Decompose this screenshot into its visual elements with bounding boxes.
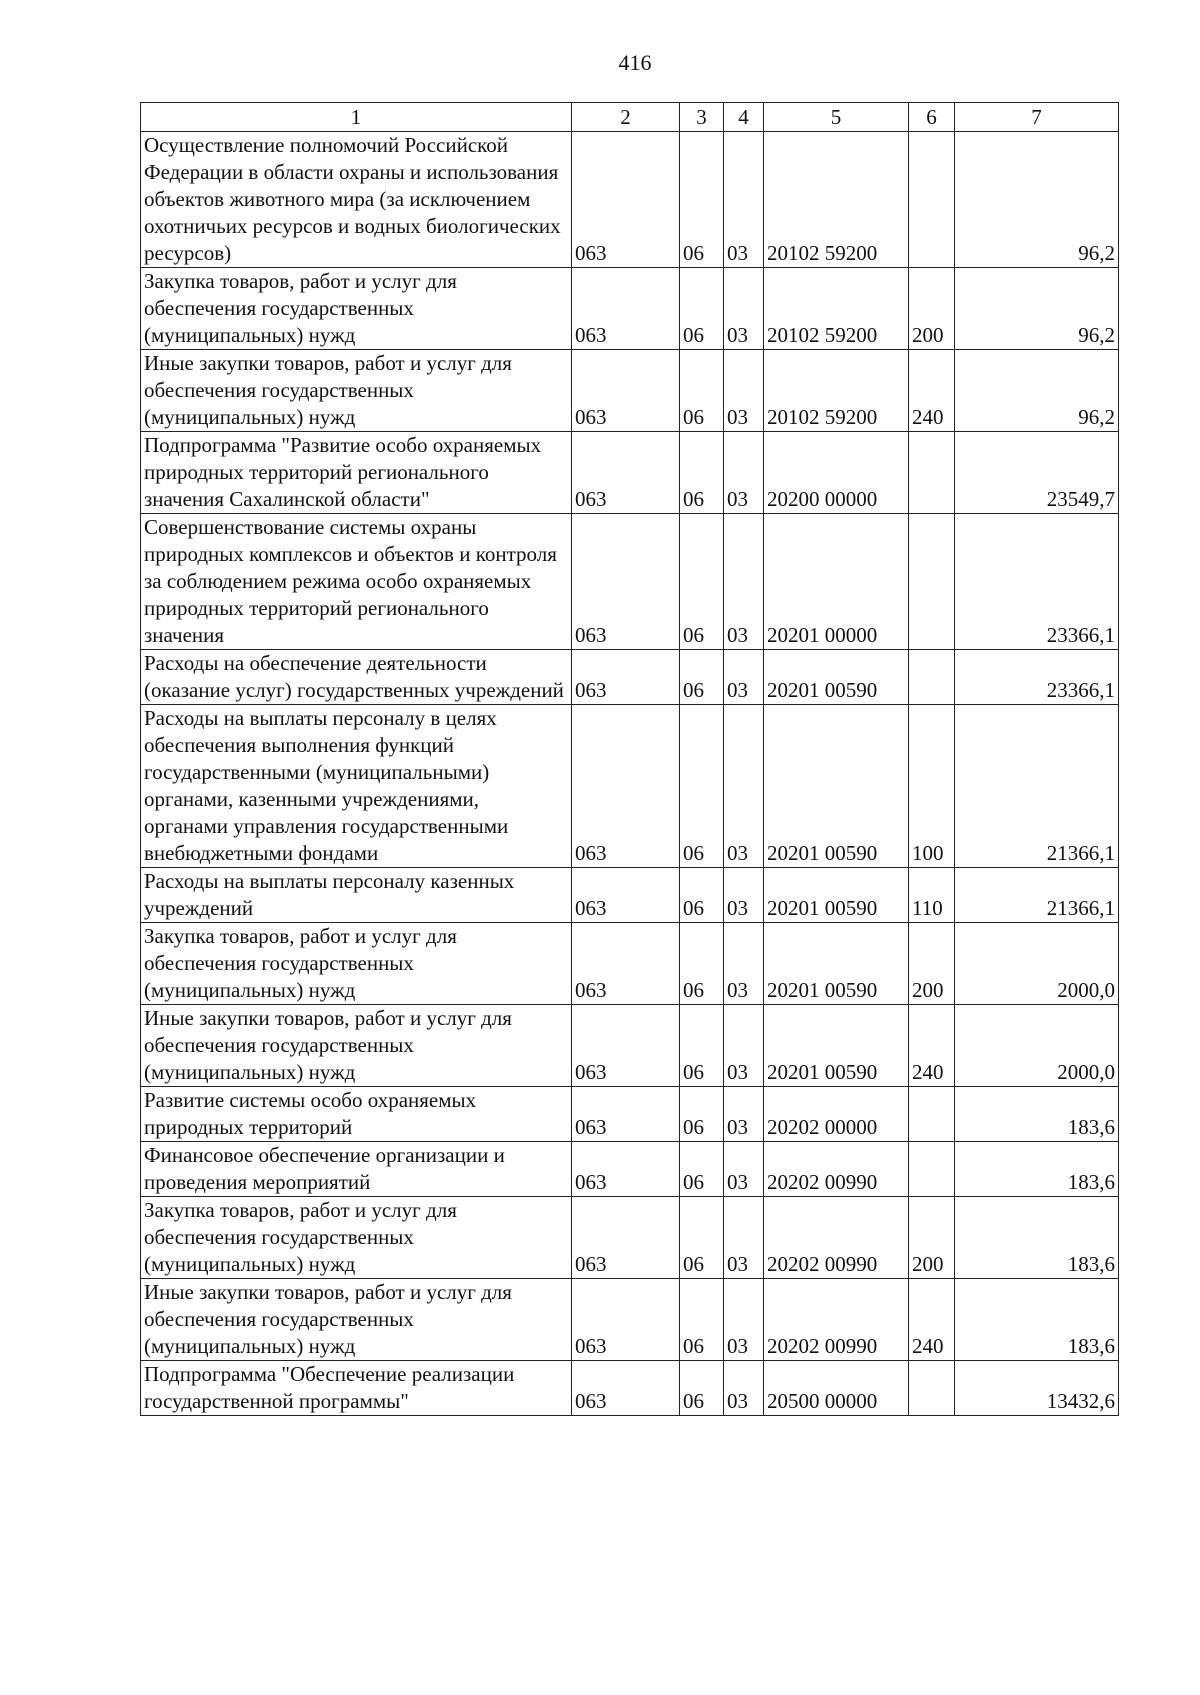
row-target-article: 20200 00000 <box>764 432 909 514</box>
row-subsection: 03 <box>724 1197 764 1279</box>
table-row <box>141 432 1119 514</box>
row-code: 063 <box>572 514 680 650</box>
row-name: Иные закупки товаров, работ и услуг для обеспечения государственных (муниципальных) нужд <box>141 350 572 432</box>
row-target-article: 20201 00590 <box>764 868 909 923</box>
row-section: 06 <box>680 350 724 432</box>
table-row <box>141 1197 1119 1279</box>
row-expense-type: 200 <box>909 923 955 1005</box>
row-target-article: 20202 00990 <box>764 1279 909 1361</box>
row-subsection: 03 <box>724 132 764 268</box>
row-subsection: 03 <box>724 350 764 432</box>
row-subsection: 03 <box>724 1142 764 1197</box>
budget-table <box>140 102 1119 1416</box>
row-code: 063 <box>572 268 680 350</box>
row-subsection: 03 <box>724 268 764 350</box>
table-row <box>141 1361 1119 1416</box>
row-subsection: 03 <box>724 1361 764 1416</box>
row-code: 063 <box>572 1005 680 1087</box>
row-code: 063 <box>572 1087 680 1142</box>
row-expense-type: 240 <box>909 1005 955 1087</box>
row-amount: 183,6 <box>955 1087 1119 1142</box>
row-expense-type: 200 <box>909 1197 955 1279</box>
row-subsection: 03 <box>724 1005 764 1087</box>
row-name: Закупка товаров, работ и услуг для обеспечения государственных (муниципальных) нужд <box>141 1197 572 1279</box>
row-code: 063 <box>572 132 680 268</box>
row-name: Развитие системы особо охраняемых природных территорий <box>141 1087 572 1142</box>
table-row <box>141 705 1119 868</box>
row-section: 06 <box>680 923 724 1005</box>
row-amount: 96,2 <box>955 350 1119 432</box>
row-target-article: 20500 00000 <box>764 1361 909 1416</box>
row-name: Подпрограмма "Развитие особо охраняемых природных территорий регионального значения Сахалинской области" <box>141 432 572 514</box>
row-section: 06 <box>680 650 724 705</box>
row-subsection: 03 <box>724 514 764 650</box>
table-row <box>141 350 1119 432</box>
row-expense-type: 200 <box>909 268 955 350</box>
row-name: Финансовое обеспечение организации и проведения мероприятий <box>141 1142 572 1197</box>
row-subsection: 03 <box>724 868 764 923</box>
row-target-article: 20202 00990 <box>764 1142 909 1197</box>
table-row <box>141 868 1119 923</box>
row-amount: 2000,0 <box>955 923 1119 1005</box>
row-name: Расходы на выплаты персоналу в целях обеспечения выполнения функций государственными (муниципальными) органами, казенными учреждениями, органами управления государственными внебюджетными фондами <box>141 705 572 868</box>
row-code: 063 <box>572 1142 680 1197</box>
table-row <box>141 268 1119 350</box>
row-name: Расходы на выплаты персоналу казенных учреждений <box>141 868 572 923</box>
row-expense-type <box>909 132 955 268</box>
row-name: Иные закупки товаров, работ и услуг для обеспечения государственных (муниципальных) нужд <box>141 1005 572 1087</box>
row-amount: 13432,6 <box>955 1361 1119 1416</box>
row-amount: 23366,1 <box>955 650 1119 705</box>
row-code: 063 <box>572 868 680 923</box>
row-section: 06 <box>680 514 724 650</box>
row-name: Иные закупки товаров, работ и услуг для обеспечения государственных (муниципальных) нужд <box>141 1279 572 1361</box>
row-amount: 21366,1 <box>955 868 1119 923</box>
row-section: 06 <box>680 1197 724 1279</box>
row-target-article: 20102 59200 <box>764 268 909 350</box>
column-header-2: 2 <box>572 103 680 132</box>
row-target-article: 20201 00590 <box>764 705 909 868</box>
row-section: 06 <box>680 868 724 923</box>
row-expense-type <box>909 1087 955 1142</box>
row-target-article: 20202 00000 <box>764 1087 909 1142</box>
row-target-article: 20102 59200 <box>764 350 909 432</box>
row-code: 063 <box>572 432 680 514</box>
row-expense-type <box>909 650 955 705</box>
row-name: Осуществление полномочий Российской Федерации в области охраны и использования объектов животного мира (за исключением охотничьих ресурсов и водных биологических ресурсов) <box>141 132 572 268</box>
row-subsection: 03 <box>724 1087 764 1142</box>
column-header-7: 7 <box>955 103 1119 132</box>
column-header-5: 5 <box>764 103 909 132</box>
row-target-article: 20201 00000 <box>764 514 909 650</box>
row-name: Подпрограмма "Обеспечение реализации государственной программы" <box>141 1361 572 1416</box>
row-code: 063 <box>572 705 680 868</box>
row-subsection: 03 <box>724 923 764 1005</box>
row-subsection: 03 <box>724 705 764 868</box>
row-amount: 96,2 <box>955 132 1119 268</box>
row-section: 06 <box>680 1087 724 1142</box>
row-expense-type: 240 <box>909 1279 955 1361</box>
row-name: Закупка товаров, работ и услуг для обеспечения государственных (муниципальных) нужд <box>141 268 572 350</box>
page-number: 416 <box>618 50 652 75</box>
row-subsection: 03 <box>724 432 764 514</box>
column-header-3: 3 <box>680 103 724 132</box>
row-amount: 21366,1 <box>955 705 1119 868</box>
row-target-article: 20202 00990 <box>764 1197 909 1279</box>
row-section: 06 <box>680 1142 724 1197</box>
row-code: 063 <box>572 1279 680 1361</box>
row-amount: 183,6 <box>955 1279 1119 1361</box>
table-row <box>141 1142 1119 1197</box>
row-section: 06 <box>680 705 724 868</box>
table-row <box>141 1279 1119 1361</box>
row-expense-type: 100 <box>909 705 955 868</box>
table-row <box>141 1087 1119 1142</box>
column-header-6: 6 <box>909 103 955 132</box>
row-section: 06 <box>680 1361 724 1416</box>
row-target-article: 20102 59200 <box>764 132 909 268</box>
row-expense-type <box>909 514 955 650</box>
row-code: 063 <box>572 1361 680 1416</box>
column-header-1: 1 <box>141 103 572 132</box>
row-section: 06 <box>680 268 724 350</box>
column-header-row <box>141 103 1119 132</box>
row-section: 06 <box>680 1279 724 1361</box>
row-section: 06 <box>680 132 724 268</box>
row-section: 06 <box>680 432 724 514</box>
row-expense-type <box>909 432 955 514</box>
row-amount: 2000,0 <box>955 1005 1119 1087</box>
row-code: 063 <box>572 350 680 432</box>
column-header-4: 4 <box>724 103 764 132</box>
row-subsection: 03 <box>724 1279 764 1361</box>
row-target-article: 20201 00590 <box>764 923 909 1005</box>
row-section: 06 <box>680 1005 724 1087</box>
row-expense-type: 110 <box>909 868 955 923</box>
row-amount: 183,6 <box>955 1197 1119 1279</box>
row-target-article: 20201 00590 <box>764 650 909 705</box>
table-row <box>141 1005 1119 1087</box>
row-expense-type <box>909 1361 955 1416</box>
row-code: 063 <box>572 923 680 1005</box>
table-row <box>141 132 1119 268</box>
row-amount: 23549,7 <box>955 432 1119 514</box>
row-name: Совершенствование системы охраны природных комплексов и объектов и контроля за соблюдением режима особо охраняемых природных территорий регионального значения <box>141 514 572 650</box>
table-row <box>141 514 1119 650</box>
row-amount: 183,6 <box>955 1142 1119 1197</box>
row-expense-type: 240 <box>909 350 955 432</box>
row-amount: 23366,1 <box>955 514 1119 650</box>
row-expense-type <box>909 1142 955 1197</box>
row-code: 063 <box>572 650 680 705</box>
row-code: 063 <box>572 1197 680 1279</box>
table-row <box>141 650 1119 705</box>
row-target-article: 20201 00590 <box>764 1005 909 1087</box>
row-name: Закупка товаров, работ и услуг для обеспечения государственных (муниципальных) нужд <box>141 923 572 1005</box>
row-subsection: 03 <box>724 650 764 705</box>
row-name: Расходы на обеспечение деятельности (оказание услуг) государственных учреждений <box>141 650 572 705</box>
table-row <box>141 923 1119 1005</box>
row-amount: 96,2 <box>955 268 1119 350</box>
